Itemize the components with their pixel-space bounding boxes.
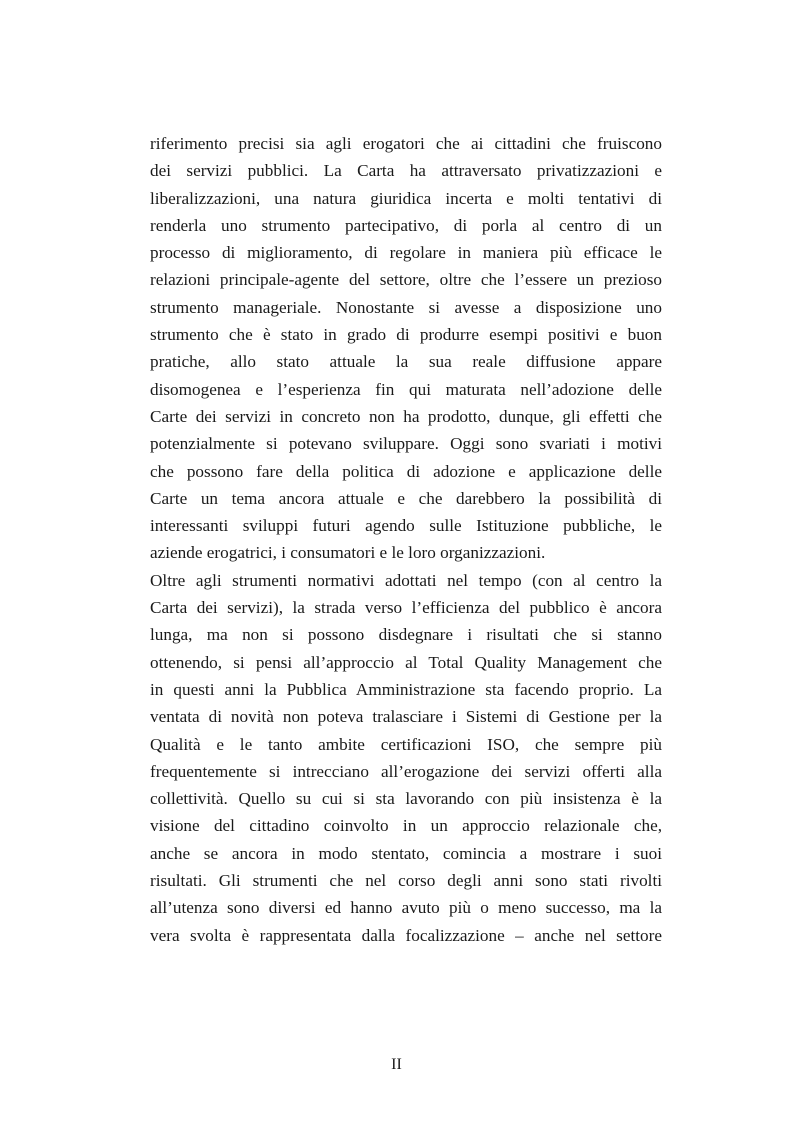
text-line: che possono fare della politica di adozione e applicazione delle bbox=[150, 461, 662, 481]
text-line: disomogenea e l’esperienza fin qui maturata nell’adozione delle bbox=[150, 379, 662, 399]
text-line: Oltre agli strumenti normativi adottati nel tempo (con al centro la bbox=[150, 570, 662, 590]
text-line: Carte un tema ancora attuale e che darebbero la possibilità di bbox=[150, 488, 662, 508]
text-line: renderla uno strumento partecipativo, di porla al centro di un bbox=[150, 215, 662, 235]
page-number: II bbox=[391, 1056, 402, 1073]
text-line: anche se ancora in modo stentato, comincia a mostrare i suoi bbox=[150, 843, 662, 863]
text-line: potenzialmente si potevano sviluppare. Oggi sono svariati i motivi bbox=[150, 434, 662, 454]
text-line: collettività. Quello su cui si sta lavorando con più insistenza è la bbox=[150, 789, 662, 809]
text-line: relazioni principale-agente del settore, oltre che l’essere un prezioso bbox=[150, 270, 662, 290]
text-line: strumento manageriale. Nonostante si avesse a disposizione uno bbox=[150, 297, 662, 317]
text-line: visione del cittadino coinvolto in un approccio relazionale che, bbox=[150, 816, 662, 836]
body-text bbox=[150, 130, 662, 949]
text-line: pratiche, allo stato attuale la sua reale diffusione appare bbox=[150, 352, 662, 372]
text-line: interessanti sviluppi futuri agendo sulle Istituzione pubbliche, le bbox=[150, 516, 662, 536]
text-line: lunga, ma non si possono disdegnare i risultati che si stanno bbox=[150, 625, 662, 645]
text-line: aziende erogatrici, i consumatori e le loro organizzazioni. bbox=[150, 543, 546, 563]
text-line: vera svolta è rappresentata dalla focalizzazione – anche nel settore bbox=[150, 925, 662, 945]
text-line: Carte dei servizi in concreto non ha prodotto, dunque, gli effetti che bbox=[150, 406, 662, 426]
text-line: dei servizi pubblici. La Carta ha attraversato privatizzazioni e bbox=[150, 161, 662, 181]
text-line: ottenendo, si pensi all’approccio al Total Quality Management che bbox=[150, 652, 662, 672]
text-line: ventata di novità non poteva tralasciare i Sistemi di Gestione per la bbox=[150, 707, 662, 727]
text-line: strumento che è stato in grado di produrre esempi positivi e buon bbox=[150, 325, 662, 345]
text-line: all’utenza sono diversi ed hanno avuto più o meno successo, ma la bbox=[150, 898, 662, 918]
text-line: liberalizzazioni, una natura giuridica incerta e molti tentativi di bbox=[150, 188, 662, 208]
text-line: risultati. Gli strumenti che nel corso degli anni sono stati rivolti bbox=[150, 871, 662, 891]
text-line: in questi anni la Pubblica Amministrazione sta facendo proprio. La bbox=[150, 679, 662, 699]
text-line: frequentemente si intrecciano all’erogazione dei servizi offerti alla bbox=[150, 761, 662, 781]
text-line: Qualità e le tanto ambite certificazioni ISO, che sempre più bbox=[150, 734, 662, 754]
text-line: processo di miglioramento, di regolare in maniera più efficace le bbox=[150, 243, 662, 263]
text-line: Carta dei servizi), la strada verso l’efficienza del pubblico è ancora bbox=[150, 598, 662, 618]
text-line: riferimento precisi sia agli erogatori che ai cittadini che fruiscono bbox=[150, 134, 662, 153]
